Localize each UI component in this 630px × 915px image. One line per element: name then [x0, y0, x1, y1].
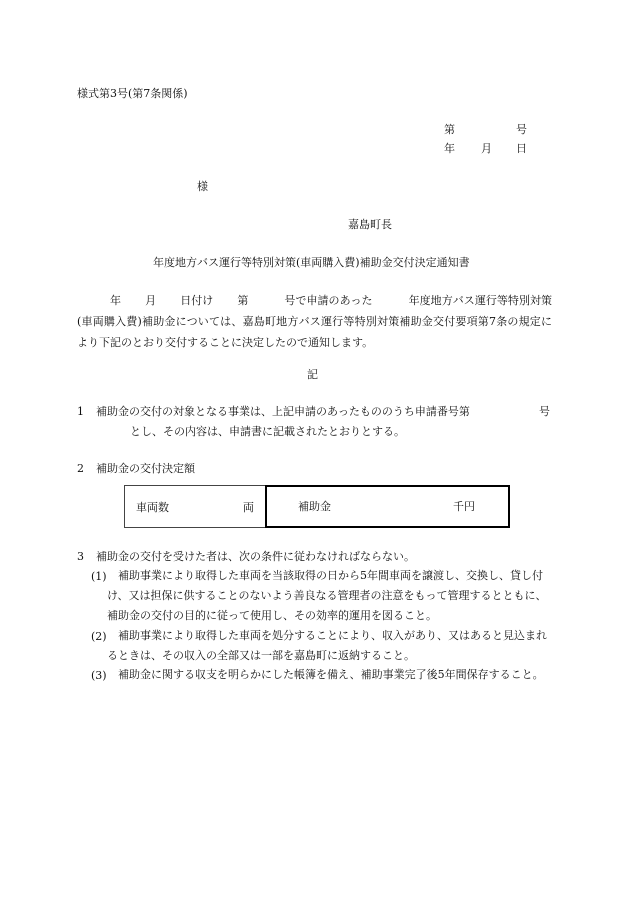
condition-number: (1) — [91, 570, 107, 583]
condition-text: 補助金に関する収支を明らかにした帳簿を備え、補助事業完了後5年間保存すること。 — [118, 668, 544, 681]
section3-heading: 補助金の交付を受けた者は、次の条件に従わなければならない。 — [96, 550, 415, 563]
doc-number-suffix: 号 — [516, 123, 527, 136]
intro-day: 日付け — [180, 294, 214, 307]
section1-line2: とし、その内容は、申請書に記載されたとおりとする。 — [130, 425, 405, 438]
section3-number: 3 — [77, 550, 84, 563]
date-year: 年 — [444, 142, 455, 155]
date-day: 日 — [516, 142, 527, 155]
sender: 嘉島町長 — [348, 218, 392, 231]
vehicles-label: 車両数 — [136, 501, 169, 514]
section1-go: 号 — [539, 405, 550, 418]
intro-year: 年 — [110, 294, 122, 307]
addressee-suffix: 様 — [197, 180, 208, 193]
vehicles-unit: 両 — [243, 501, 254, 514]
doc-number-prefix: 第 — [444, 123, 455, 136]
intro-go: 号で申請のあった — [284, 294, 373, 307]
intro-paragraph — [77, 290, 552, 353]
subsidy-label: 補助金 — [298, 500, 331, 513]
amount-table — [124, 485, 510, 528]
form-number: 様式第3号(第7条関係) — [77, 87, 188, 100]
ki-heading: 記 — [307, 368, 318, 381]
document-title: 年度地方バス運行等特別対策(車両購入費)補助金交付決定通知書 — [153, 256, 470, 269]
intro-body: 年度地方バス運行等特別対策(車両購入費)補助金については、嘉島町地方バス運行等特別対策補助金交付要項第7条の規定により下記のとおり交付することに決定したので通知します。 — [77, 294, 553, 349]
vehicles-cell — [124, 485, 266, 528]
subsidy-cell — [265, 485, 510, 528]
intro-month: 月 — [145, 294, 157, 307]
subsidy-unit: 千円 — [453, 500, 475, 513]
condition-number: (2) — [91, 630, 107, 643]
section2-heading: 補助金の交付決定額 — [96, 462, 195, 475]
intro-dai: 第 — [237, 294, 249, 307]
section1-text: 補助金の交付の対象となる事業は、上記申請のあったもののうち申請番号第 — [96, 405, 470, 418]
condition-text: 補助事業により取得した車両を処分することにより、収入があり、又はあると見込まれるときは、その収入の全部又は一部を嘉島町に返納すること。 — [107, 629, 547, 662]
condition-text: 補助事業により取得した車両を当該取得の日から5年間車両を譲渡し、交換し、貸し付け、又は担保に供することのないよう善良なる管理者の注意をもって管理するとともに、補助金の交付の目的に従って使用し、その効率的運用を図ること。 — [107, 569, 547, 622]
section2-number: 2 — [77, 462, 84, 475]
date-month: 月 — [481, 142, 492, 155]
section1-number: 1 — [77, 405, 84, 418]
condition-number: (3) — [91, 669, 107, 682]
